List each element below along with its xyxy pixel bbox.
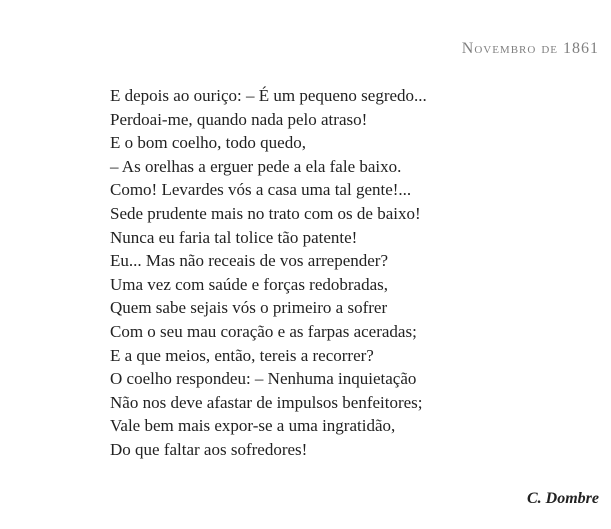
poem-line: Sede prudente mais no trato com os de baixo! — [110, 203, 421, 223]
poem-line: Vale bem mais expor-se a uma ingratidão, — [110, 416, 396, 436]
poem-line: E o bom coelho, todo quedo, — [110, 133, 306, 153]
poem-line: Perdoai-me, quando nada pelo atraso! — [110, 109, 368, 129]
poem-line: Quem sabe sejais vós o primeiro a sofrer — [110, 298, 388, 318]
poem-line: Nunca eu faria tal tolice tão patente! — [110, 227, 358, 247]
poem-line: Do que faltar aos sofredores! — [110, 439, 308, 459]
poem-line: – As orelhas a erguer pede a ela fale baixo. — [110, 156, 402, 176]
poem-line: Com o seu mau coração e as farpas aceradas; — [110, 321, 417, 341]
poem-line: E depois ao ouriço: – É um pequeno segredo... — [110, 86, 427, 105]
poem-line: Como! Levardes vós a casa uma tal gente!... — [110, 180, 412, 200]
poem-line: E a que meios, então, tereis a recorrer? — [110, 345, 374, 365]
poem-text — [110, 84, 590, 462]
poem-line: Eu... Mas não receais de vos arrepender? — [110, 251, 389, 271]
author-signature: C. Dombre — [527, 490, 599, 507]
page-header-date: Novembro de 1861 — [461, 40, 599, 57]
poem-line: Não nos deve afastar de impulsos benfeitores; — [110, 392, 423, 412]
poem-line: O coelho respondeu: – Nenhuma inquietação — [110, 369, 417, 389]
poem-line: Uma vez com saúde e forças redobradas, — [110, 274, 389, 294]
